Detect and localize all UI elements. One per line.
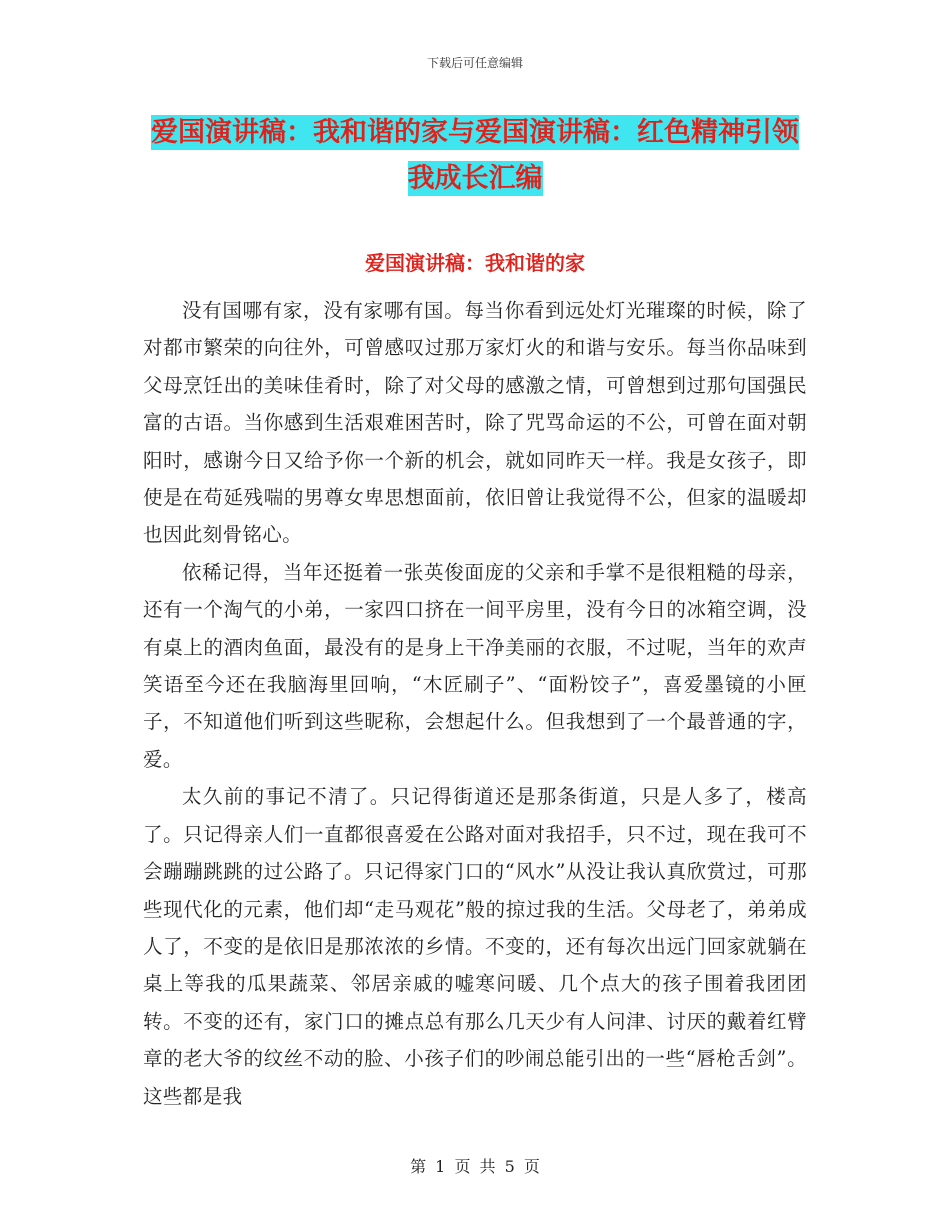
- document-title-text: 爱国演讲稿：我和谐的家与爱国演讲稿：红色精神引领我成长汇编: [151, 117, 799, 194]
- document-title: [140, 110, 810, 202]
- paragraph-2: 依稀记得，当年还挺着一张英俊面庞的父亲和手掌不是很粗糙的母亲，还有一个淘气的小弟，一家四口挤在一间平房里，没有今日的冰箱空调，没有桌上的酒肉鱼面，最没有的是身上干净美丽的衣服，不过呢，当年的欢声笑语至今还在我脑海里回响，“木匠刷子”、“面粉饺子”，喜爱墨镜的小匣子，不知道他们听到这些昵称，会想起什么。但我想到了一个最普通的字，爱。: [143, 560, 807, 771]
- paragraph-3: 太久前的事记不清了。只记得街道还是那条街道，只是人多了，楼高了。只记得亲人们一直都很喜爱在公路对面对我招手，只不过，现在我可不会蹦蹦跳跳的过公路了。只记得家门口的“风水”从没让我认真欣赏过，可那些现代化的元素，他们却“走马观花”般的掠过我的生活。父母老了，弟弟成人了，不变的是依旧是那浓浓的乡情。不变的，还有每次出远门回家就躺在桌上等我的瓜果蔬菜、邻居亲戚的嘘寒问暖、几个点大的孩子围着我团团转。不变的还有，家门口的摊点总有那么几天少有人问津、讨厌的戴着红臂章的老大爷的纹丝不动的脸、小孩子们的吵闹总能引出的一些“唇枪舌剑”。这些都是我: [143, 785, 807, 1108]
- body-text: [143, 292, 807, 1115]
- page-number: 第 1 页 共 5 页: [410, 1157, 540, 1176]
- paragraph-1: 没有国哪有家，没有家哪有国。每当你看到远处灯光璀璨的时候，除了对都市繁荣的向往外，可曾感叹过那万家灯火的和谐与安乐。每当你品味到父母烹饪出的美味佳肴时，除了对父母的感激之情，可曾想到过那句国强民富的古语。当你感到生活艰难困苦时，除了咒骂命运的不公，可曾在面对朝阳时，感谢今日又给予你一个新的机会，就如同昨天一样。我是女孩子，即使是在苟延残喘的男尊女卑思想面前，依旧曾让我觉得不公，但家的温暖却也因此刻骨铭心。: [143, 299, 807, 547]
- section-title: 爱国演讲稿：我和谐的家: [365, 251, 585, 275]
- page-header-note: 下载后可任意编辑: [426, 56, 523, 70]
